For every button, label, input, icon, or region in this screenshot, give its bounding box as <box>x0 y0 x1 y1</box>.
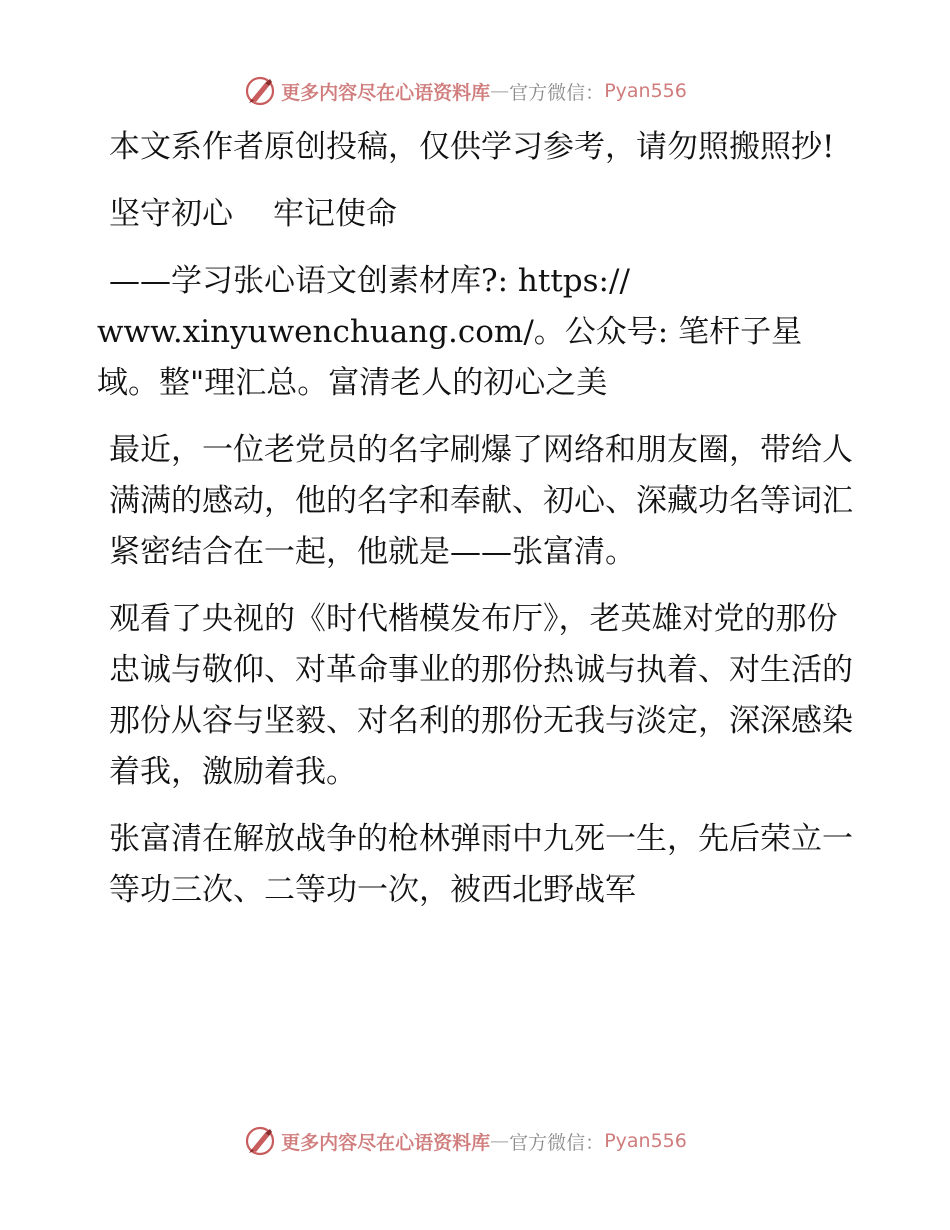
banner-wechat-id: Pyan556 <box>604 1130 687 1152</box>
banner-wechat-id: Pyan556 <box>604 80 687 102</box>
document-body <box>97 122 857 932</box>
document-title <box>97 189 857 240</box>
header-banner <box>0 71 950 111</box>
subtitle-line-1: ——学习张心语文创素材库?: https:// <box>109 263 630 299</box>
banner-dash: — <box>490 80 510 102</box>
banner-main-text: 更多内容尽在心语资料库 <box>281 1131 491 1154</box>
document-subtitle <box>97 256 857 409</box>
body-paragraph: 最近，一位老党员的名字刷爆了网络和朋友圈，带给人满满的感动，他的名字和奉献、初心、深藏功名等词汇紧密结合在一起，他就是——张富清。 <box>109 432 853 570</box>
title-part-2: 牢记使命 <box>273 196 397 232</box>
banner-wechat-label: 官方微信： <box>509 1131 605 1154</box>
copyright-notice: 本文系作者原创投稿，仅供学习参考，请勿照搬照抄! <box>109 129 835 165</box>
pen-logo-icon <box>243 1124 277 1158</box>
subtitle-line-2: www.xinyuwenchuang.com/。公众号: 笔杆子星 <box>97 314 803 350</box>
banner-wechat-label: 官方微信： <box>509 81 605 104</box>
pen-logo-icon <box>243 74 277 108</box>
footer-banner <box>0 1121 950 1161</box>
body-paragraph: 张富清在解放战争的枪林弹雨中九死一生，先后荣立一等功三次、二等功一次，被西北野战军 <box>109 821 853 908</box>
banner-dash: — <box>490 1130 510 1152</box>
body-paragraph: 观看了央视的《时代楷模发布厅》，老英雄对党的那份忠诚与敬仰、对革命事业的那份热诚与执着、对生活的那份从容与坚毅、对名利的那份无我与淡定，深深感染着我，激励着我。 <box>109 601 853 790</box>
subtitle-line-3: 域。整"理汇总。富清老人的初心之美 <box>97 365 608 401</box>
title-part-1: 坚守初心 <box>109 196 233 232</box>
banner-main-text: 更多内容尽在心语资料库 <box>281 81 491 104</box>
